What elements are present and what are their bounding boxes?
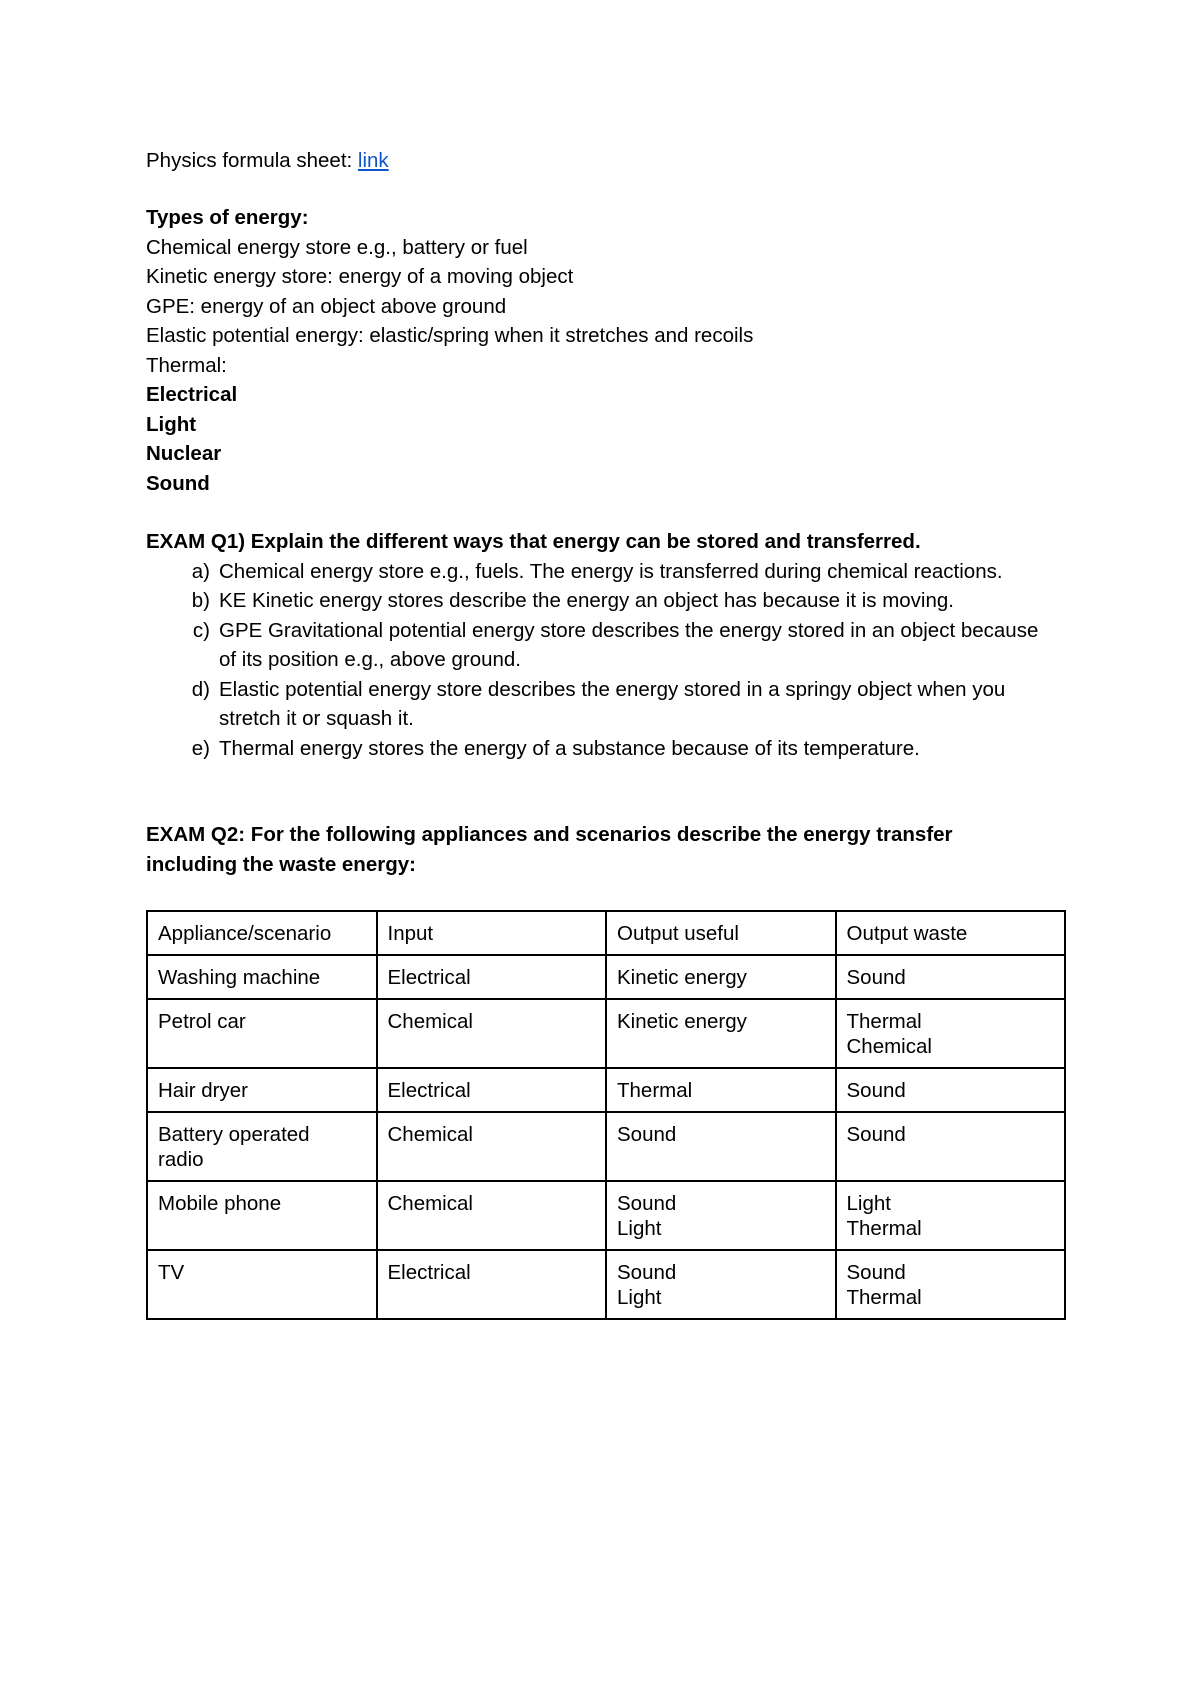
list-item-text: Elastic potential energy store describes the energy stored in a springy object when you stretch it or squash it. (219, 677, 1006, 730)
cell-text: Hair dryer (158, 1079, 248, 1102)
cell-text: Sound (617, 1123, 677, 1146)
list-item (146, 557, 1066, 587)
cell-text: Petrol car (158, 1010, 246, 1033)
cell-text: Electrical (387, 1261, 471, 1284)
list-item-text: KE Kinetic energy stores describe the energy an object has because it is moving. (219, 589, 954, 612)
cell-text: Electrical (387, 966, 471, 989)
table-cell (147, 1112, 377, 1181)
energy-type-bold-item: Sound (146, 471, 210, 495)
list-marker: e) (191, 736, 210, 760)
cell-text: Sound (617, 1192, 677, 1215)
cell-text: TV (158, 1261, 185, 1284)
cell-text: Light (617, 1217, 662, 1240)
table-cell (606, 955, 836, 999)
table-cell (836, 1112, 1066, 1181)
energy-type-bold-item: Nuclear (146, 442, 222, 465)
cell-text: Electrical (387, 1079, 471, 1102)
table-cell (147, 999, 377, 1068)
table-header-cell: Input (377, 911, 607, 955)
cell-text: Sound (617, 1261, 677, 1284)
cell-text: Kinetic energy (617, 966, 747, 989)
list-marker: b) (191, 589, 210, 612)
table-cell (836, 999, 1066, 1068)
energy-types-section (146, 203, 753, 498)
table-cell (836, 1250, 1066, 1319)
energy-transfer-table (146, 910, 1066, 1320)
cell-text: Thermal (846, 1286, 922, 1309)
list-item-text: Chemical energy store e.g., fuels. The energy is transferred during chemical reactions. (219, 559, 1003, 583)
table-cell (377, 1250, 607, 1319)
energy-type-bold-item: Light (146, 412, 197, 436)
table-cell (606, 1068, 836, 1112)
exam-q1-heading: EXAM Q1) Explain the different ways that energy can be stored and transferred. (146, 530, 921, 553)
cell-text: Sound (846, 1261, 906, 1284)
energy-type-item: Elastic potential energy: elastic/spring when it stretches and recoils (146, 324, 754, 347)
table-row (147, 955, 1065, 999)
table-cell (377, 1181, 607, 1250)
cell-text: Chemical (387, 1123, 473, 1146)
table-cell (836, 1068, 1066, 1112)
cell-text: Chemical (846, 1035, 932, 1058)
table-cell (606, 999, 836, 1068)
energy-type-item: Chemical energy store e.g., battery or fuel (146, 235, 528, 259)
table-cell (836, 955, 1066, 999)
cell-text: Chemical (387, 1010, 473, 1033)
exam-q2-heading-line: EXAM Q2: For the following appliances and scenarios describe the energy transfer (146, 823, 953, 846)
table-row (147, 1250, 1065, 1319)
cell-text: Thermal (846, 1010, 922, 1033)
list-item (146, 586, 1066, 616)
formula-sheet-link[interactable]: link (357, 149, 389, 172)
cell-text: Light (846, 1192, 891, 1215)
table-header-cell: Output useful (606, 911, 836, 955)
cell-text: Kinetic energy (617, 1010, 747, 1033)
table-cell (606, 1250, 836, 1319)
cell-text: Battery operated (158, 1123, 310, 1146)
list-item-text: GPE Gravitational potential energy store describes the energy stored in an object because of its position e.g., above ground. (219, 618, 1039, 671)
table-cell (377, 1112, 607, 1181)
list-item (146, 675, 1066, 734)
list-item (146, 616, 1066, 675)
table-cell (377, 999, 607, 1068)
formula-sheet-line (146, 146, 389, 176)
table-row (147, 1112, 1065, 1181)
table-cell (147, 1068, 377, 1112)
exam-q1-section (146, 527, 1066, 763)
exam-q2-heading (146, 820, 1066, 879)
table-header-cell: Output waste (836, 911, 1066, 955)
cell-text: Washing machine (158, 966, 321, 989)
cell-text: Sound (846, 1123, 906, 1146)
cell-text: Chemical (387, 1192, 473, 1215)
list-item-text: Thermal energy stores the energy of a substance because of its temperature. (219, 736, 920, 760)
formula-sheet-label: Physics formula sheet: (146, 149, 358, 172)
list-marker: a) (191, 559, 210, 583)
table-cell (606, 1112, 836, 1181)
energy-type-item: Thermal: (146, 353, 227, 377)
cell-text: Mobile phone (158, 1192, 282, 1215)
cell-text: Light (617, 1286, 662, 1309)
energy-type-item: GPE: energy of an object above ground (146, 294, 507, 318)
table-cell (836, 1181, 1066, 1250)
energy-type-bold-item: Electrical (146, 383, 238, 406)
table-cell (377, 1068, 607, 1112)
table-row (147, 999, 1065, 1068)
list-item (146, 734, 1066, 764)
cell-text: radio (158, 1148, 204, 1171)
exam-q1-answer-list (146, 557, 1066, 764)
cell-text: Sound (846, 966, 906, 989)
table-cell (606, 1181, 836, 1250)
table-row (147, 1068, 1065, 1112)
cell-text: Thermal (617, 1079, 693, 1102)
table-header-cell: Appliance/scenario (147, 911, 377, 955)
table-cell (147, 1250, 377, 1319)
list-marker: c) (192, 618, 210, 642)
table-cell (147, 955, 377, 999)
table-row (147, 1181, 1065, 1250)
exam-q2-heading-line: including the waste energy: (146, 852, 416, 876)
energy-type-item: Kinetic energy store: energy of a moving object (146, 265, 574, 288)
table-header-row (147, 911, 1065, 955)
table-cell (147, 1181, 377, 1250)
table-cell (377, 955, 607, 999)
list-marker: d) (191, 677, 210, 701)
cell-text: Thermal (846, 1217, 922, 1240)
energy-types-heading: Types of energy: (146, 206, 309, 229)
cell-text: Sound (846, 1079, 906, 1102)
